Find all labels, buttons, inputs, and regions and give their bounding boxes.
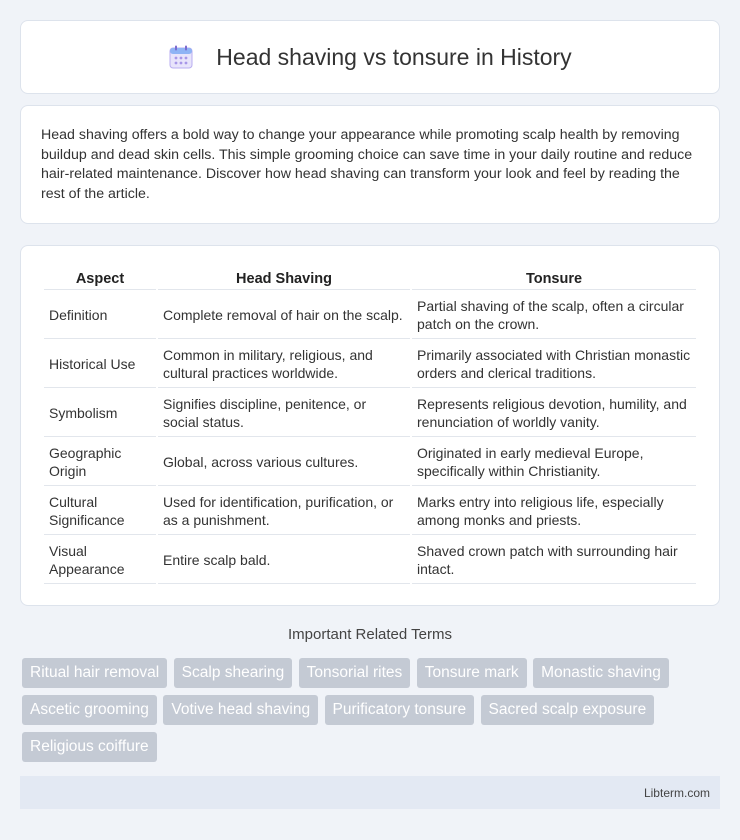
table-row [44, 341, 696, 388]
footer-site-link[interactable]: Libterm.com [643, 786, 710, 800]
related-term-tag[interactable]: Tonsure mark [417, 658, 527, 688]
cell-aspect: Historical Use [44, 341, 156, 388]
cell-head-shaving: Entire scalp bald. [158, 537, 410, 584]
intro-card [20, 105, 720, 224]
related-term-tag[interactable]: Ritual hair removal [22, 658, 167, 688]
related-term-tag[interactable]: Ascetic grooming [22, 695, 157, 725]
page-title: Head shaving vs tonsure in History [216, 43, 572, 70]
cell-aspect: Geographic Origin [44, 439, 156, 486]
cell-aspect: Definition [44, 292, 156, 339]
table-row [44, 537, 696, 584]
related-term-tag[interactable]: Religious coiffure [22, 732, 157, 762]
column-header-head-shaving: Head Shaving [158, 268, 410, 290]
cell-head-shaving: Signifies discipline, penitence, or social status. [158, 390, 410, 437]
cell-head-shaving: Complete removal of hair on the scalp. [158, 292, 410, 339]
table-row [44, 439, 696, 486]
related-terms-list [22, 658, 722, 769]
cell-aspect: Visual Appearance [44, 537, 156, 584]
cell-aspect: Symbolism [44, 390, 156, 437]
table-row [44, 488, 696, 535]
column-header-tonsure: Tonsure [412, 268, 696, 290]
related-terms-title: Important Related Terms [288, 626, 452, 643]
cell-aspect: Cultural Significance [44, 488, 156, 535]
cell-tonsure: Primarily associated with Christian monastic orders and clerical traditions. [412, 341, 696, 388]
column-header-aspect: Aspect [44, 268, 156, 290]
table-row [44, 390, 696, 437]
cell-head-shaving: Global, across various cultures. [158, 439, 410, 486]
related-term-tag[interactable]: Votive head shaving [163, 695, 318, 725]
table-row [44, 292, 696, 339]
cell-tonsure: Shaved crown patch with surrounding hair intact. [412, 537, 696, 584]
related-term-tag[interactable]: Scalp shearing [174, 658, 293, 688]
cell-head-shaving: Used for identification, purification, or as a punishment. [158, 488, 410, 535]
cell-tonsure: Represents religious devotion, humility, and renunciation of worldly vanity. [412, 390, 696, 437]
related-term-tag[interactable]: Purificatory tonsure [325, 695, 475, 725]
comparison-table [42, 266, 698, 586]
cell-tonsure: Originated in early medieval Europe, specifically within Christianity. [412, 439, 696, 486]
header-card [20, 20, 720, 94]
calendar-icon [168, 44, 194, 70]
intro-text: Head shaving offers a bold way to change your appearance while promoting scalp health by removing buildup and dead skin cells. This simple grooming choice can save time in your daily routine and reduce hair-related maintenance. Discover how head shaving can transform your look and feel by reading the rest of the article. [41, 127, 693, 202]
cell-tonsure: Partial shaving of the scalp, often a circular patch on the crown. [412, 292, 696, 339]
table-header-row [44, 268, 696, 290]
related-term-tag[interactable]: Sacred scalp exposure [481, 695, 655, 725]
cell-tonsure: Marks entry into religious life, especially among monks and priests. [412, 488, 696, 535]
footer [20, 776, 720, 809]
related-term-tag[interactable]: Tonsorial rites [299, 658, 411, 688]
comparison-card [20, 245, 720, 606]
cell-head-shaving: Common in military, religious, and cultural practices worldwide. [158, 341, 410, 388]
related-term-tag[interactable]: Monastic shaving [533, 658, 669, 688]
